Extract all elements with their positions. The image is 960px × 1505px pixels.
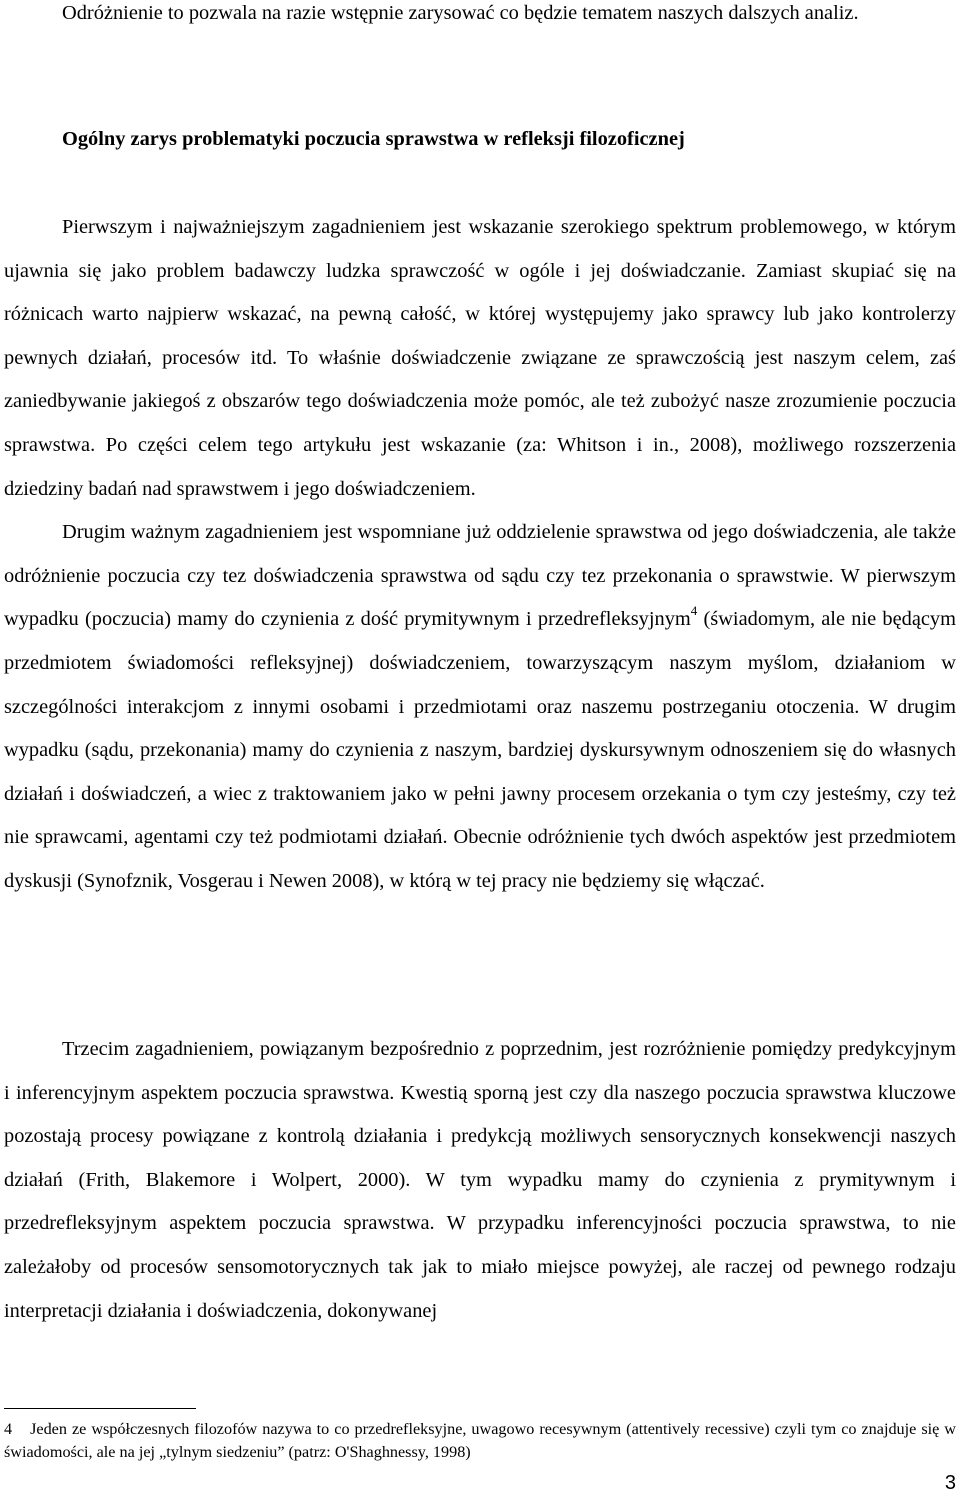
footnote-number: 4 bbox=[4, 1420, 13, 1438]
paragraph-3: Trzecim zagadnieniem, powiązanym bezpośrednio z poprzednim, jest rozróżnienie pomiędzy predykcyjnym i inferencyjnym aspektem poczucia sprawstwa. Kwestią sporną jest czy dla naszego poczucia sprawstwa kluczowe pozostają procesy powiązane z kontrolą działania i predykcją możliwych sensorycznych konsekwencji naszych działań (Frith, Blakemore i Wolpert, 2000). W tym wypadku mamy do czynienia z prymitywnym i przedrefleksyjnym aspektem poczucia sprawstwa. W przypadku inferencyjności poczucia sprawstwa, to nie zależałoby od procesów sensomotorycznych tak jak to miało miejsce powyżej, ale raczej od pewnego rodzaju interpretacji działania i doświadczenia, dokonywanej bbox=[4, 1038, 956, 1322]
intro-paragraph: Odróżnienie to pozwala na razie wstępnie zarysować co będzie tematem naszych dalszych analiz. bbox=[62, 2, 859, 24]
paragraph-1: Pierwszym i najważniejszym zagadnieniem jest wskazanie szerokiego spektrum problemowego, w którym ujawnia się jako problem badawczy ludzka sprawczość w ogóle i jej doświadczanie. Zamiast skupiać się na różnicach warto najpierw wskazać, na pewną całość, w której występujemy jako sprawcy lub jako kontrolerzy pewnych działań, procesów itd. To właśnie doświadczenie związane ze sprawczością jest naszym celem, zaś zaniedbywanie jakiegoś z obszarów tego doświadczenia może pomóc, ale też zubożyć nasze zrozumienie poczucia sprawstwa. Po części celem tego artykułu jest wskazanie (za: Whitson i in., 2008), możliwego rozszerzenia dziedziny badań nad sprawstwem i jego doświadczeniem. bbox=[4, 216, 956, 500]
footnote-text: Jeden ze współczesnych filozofów nazywa to co przedrefleksyjne, uwagowo recesywnym (attentively recessive) czyli tym co znajduje się w świadomości, ale na jej „tylnym siedzeniu” (patrz: O'Shaghnessy, 1998) bbox=[4, 1420, 956, 1461]
paragraph-2-text-b: (świadomym, ale nie będącym przedmiotem świadomości refleksyjnej) doświadczeniem, towarzyszącym naszym myślom, działaniom w szczególności interakcjom z innymi osobami i przedmiotami oraz naszemu postrzeganiu otoczenia. W drugim wypadku (sądu, przekonania) mamy do czynienia z naszym, bardziej dyskursywnym odnoszeniem się do własnych działań i doświadczeń, a wiec z traktowaniem jako w pełni jawny procesem orzekania o tym czy jesteśmy, czy też nie sprawcami, agentami czy też podmiotami działań. Obecnie odróżnienie tych dwóch aspektów jest przedmiotem dyskusji (Synofznik, Vosgerau i Newen 2008), w którą w tej pracy nie będziemy się włączać. bbox=[4, 608, 956, 892]
paragraph-2 bbox=[4, 511, 956, 903]
footnote bbox=[4, 1418, 956, 1463]
footnote-divider bbox=[4, 1408, 196, 1409]
page-number: 3 bbox=[944, 1472, 956, 1494]
paragraph-2-text-a: Drugim ważnym zagadnieniem jest wspomniane już oddzielenie sprawstwa od jego doświadczenia, ale także odróżnienie poczucia czy tez doświadczenia sprawstwa od sądu czy tez przekonania o sprawstwie. W pierwszym wypadku (poczucia) mamy do czynienia z dość prymitywnym i przedrefleksyjnym bbox=[4, 521, 956, 631]
footnote-reference[interactable]: 4 bbox=[690, 603, 698, 619]
body-text bbox=[4, 206, 956, 904]
section-heading: Ogólny zarys problematyki poczucia sprawstwa w refleksji filozoficznej bbox=[62, 128, 685, 150]
